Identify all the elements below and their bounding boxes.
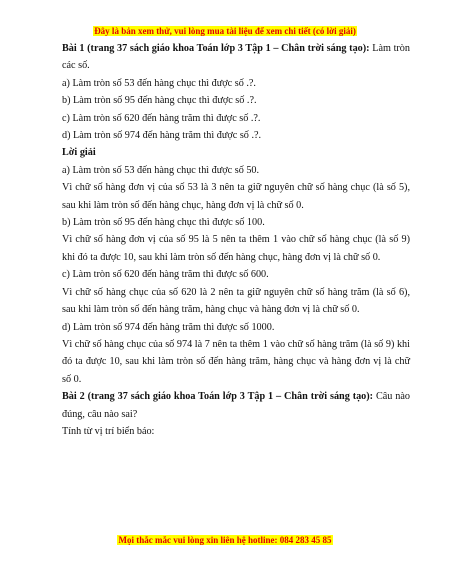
exercise-2-intro: Câu nào đúng, câu nào sai?: [62, 391, 411, 420]
exercise-2-heading: [62, 388, 410, 423]
explanation-c: Vì chữ số hàng chục của số 620 là 2 nên ta giữ nguyên chữ số hàng trăm (là số 6), sau khi làm tròn số đến hàng trăm, hàng chục và hàng đơn vị là chữ số 0.: [62, 286, 410, 316]
hotline-banner-text: Mọi thắc mắc vui lòng xin liên hệ hotline: 084 283 45 85: [118, 535, 332, 545]
question-c: c) Làm tròn số 620 đến hàng trăm thì được số .?.: [62, 112, 261, 124]
exercise-1-title: Bài 1 (trang 37 sách giáo khoa Toán lớp 3 Tập 1 – Chân trời sáng tạo):: [62, 43, 370, 54]
answer-a: a) Làm tròn số 53 đến hàng chục thì được số 50.: [62, 164, 260, 176]
explanation-d: Vì chữ số hàng chục của số 974 là 7 nên ta thêm 1 vào chữ số hàng trăm (là số 9) khi đó ta được 10, sau khi làm tròn số đến hàng trăm, hàng chục và hàng đơn vị là chữ số 0.: [62, 338, 410, 385]
preview-banner: [0, 26, 450, 36]
question-a: a) Làm tròn số 53 đến hàng chục thì được số .?.: [62, 77, 256, 89]
answer-b: b) Làm tròn số 95 đến hàng chục thì được số 100.: [62, 217, 265, 229]
answer-d: d) Làm tròn số 974 đến hàng trăm thì được số 1000.: [62, 321, 275, 333]
answer-c: c) Làm tròn số 620 đến hàng trăm thì được số 600.: [62, 269, 269, 281]
exercise-2-line: Tính từ vị trí biển báo:: [62, 425, 155, 437]
exercise-1-heading: [62, 40, 410, 75]
exercise-2-title: Bài 2 (trang 37 sách giáo khoa Toán lớp 3 Tập 1 – Chân trời sáng tạo):: [62, 391, 374, 403]
explanation-b: Vì chữ số hàng đơn vị của số 95 là 5 nên ta thêm 1 vào chữ số hàng chục (là số 9) khi đó ta được 10, sau khi làm tròn số đến hàng chục, hàng đơn vị là chữ số 0.: [62, 234, 410, 263]
explanation-a: Vì chữ số hàng đơn vị của số 53 là 3 nên ta giữ nguyên chữ số hàng chục (là số 5), sau khi làm tròn số đến hàng chục, hàng đơn vị là chữ số 0.: [62, 182, 410, 211]
question-b: b) Làm tròn số 95 đến hàng chục thì được số .?.: [62, 95, 257, 107]
preview-banner-text: Đây là bản xem thử, vui lòng mua tài liệu để xem chi tiết (có lời giải): [94, 26, 356, 36]
hotline-banner: [0, 535, 450, 545]
document-body: [62, 40, 410, 440]
question-d: d) Làm tròn số 974 đến hàng trăm thì được số .?.: [62, 130, 262, 142]
solution-heading: Lời giải: [62, 147, 96, 159]
exercise-1-intro: Làm tròn các số.: [62, 43, 410, 72]
